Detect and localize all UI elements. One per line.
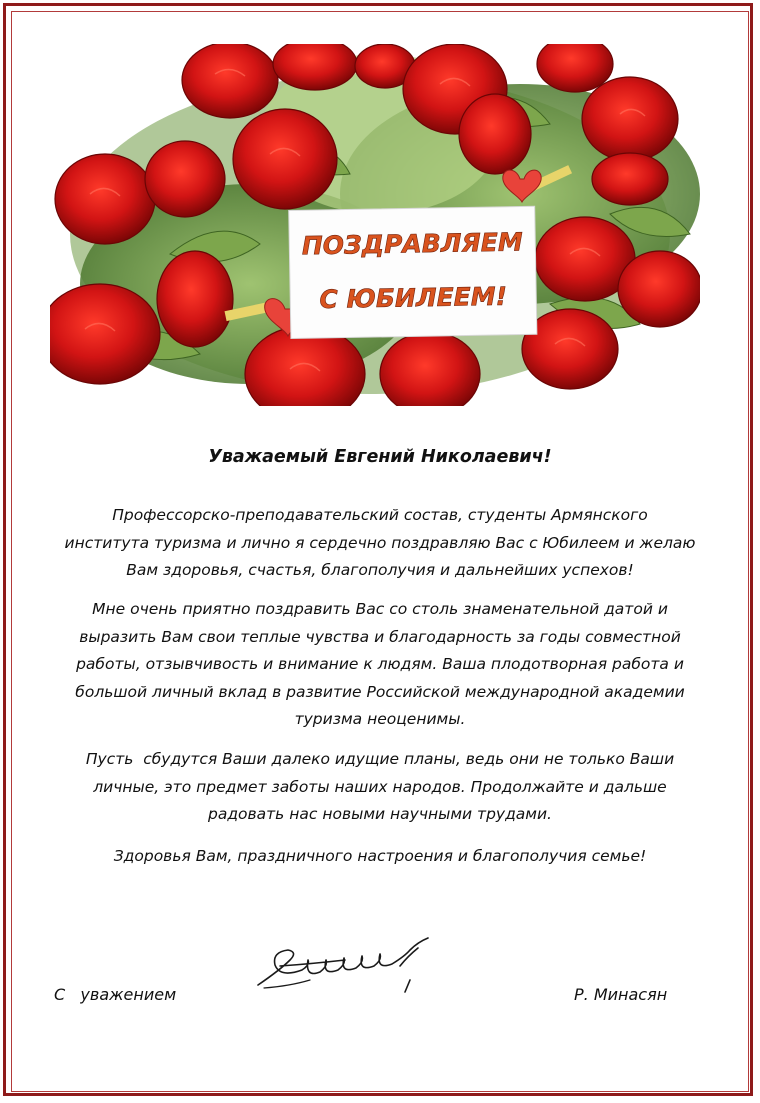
card-title-line1: ПОЗДРАВЛЯЕМ (301, 227, 523, 261)
paragraph-line: выразить Вам свои теплые чувства и благодарность за годы совместной (79, 627, 681, 646)
paragraph-line: Пусть сбудутся Ваши далеко идущие планы, ведь они не только Ваши (85, 750, 675, 768)
paragraph-line: большой личный вклад в развитие Российской международной академии (75, 682, 685, 701)
paragraph-line: Профессорско-преподавательский состав, студенты Армянского (112, 506, 648, 524)
card-title-line2: С ЮБИЛЕЕМ! (319, 281, 508, 315)
letter-paragraph-3 (40, 746, 720, 829)
paragraph-line: Здоровья Вам, праздничного настроения и благополучия семье! (113, 847, 647, 865)
handwritten-signature (250, 930, 450, 1000)
paragraph-line: туризма неоценимы. (294, 710, 466, 728)
roses-bouquet-image (50, 44, 700, 406)
paragraph-line: радовать нас новыми научными трудами. (207, 805, 552, 823)
letter-paragraph-4 (40, 843, 720, 871)
paragraph-line: института туризма и лично я сердечно поздравляю Вас с Юбилеем и желаю (64, 533, 696, 552)
paragraph-line: Мне очень приятно поздравить Вас со столь знаменательной датой и (92, 600, 668, 618)
paragraph-line: работы, отзывчивость и внимание к людям. Ваша плодотворная работа и (76, 655, 684, 673)
letter-paragraph-1 (40, 502, 720, 585)
paragraph-line: Вам здоровья, счастья, благополучия и дальнейших успехов! (126, 561, 634, 579)
letter-paragraph-2 (40, 596, 720, 734)
letter-greeting: Уважаемый Евгений Николаевич! (208, 447, 552, 467)
signer-name: Р. Минасян (574, 985, 668, 1004)
roses-illustration (50, 44, 700, 406)
paragraph-line: личные, это предмет заботы наших народов. Продолжайте и дальше (93, 777, 667, 796)
closing-phrase: С уважением (54, 985, 177, 1004)
